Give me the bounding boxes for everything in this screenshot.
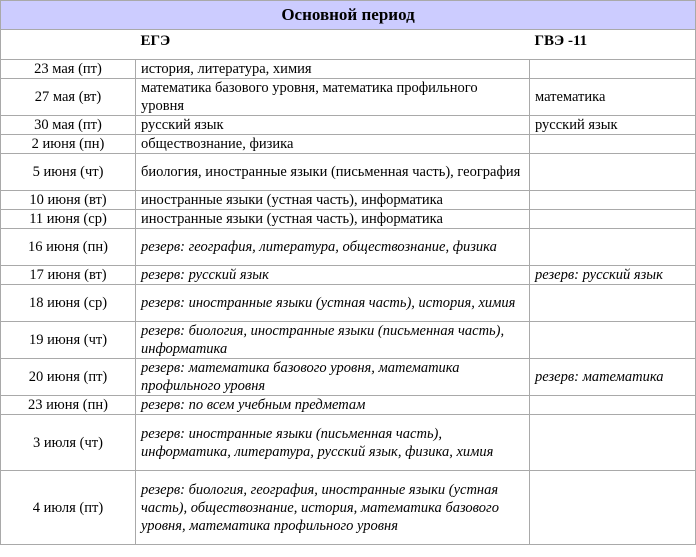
gve-cell [530,322,696,359]
table-row [1,415,696,471]
date-cell: 18 июня (ср) [1,285,136,322]
date-cell: 3 июля (чт) [1,415,136,471]
ege-cell: резерв: математика базового уровня, математика профильного уровня [136,359,530,396]
ege-cell: резерв: русский язык [136,266,530,285]
date-cell: 11 июня (ср) [1,210,136,229]
gve-cell [530,285,696,322]
table-row [1,135,696,154]
table-row [1,191,696,210]
date-cell: 23 мая (пт) [1,60,136,79]
gve-cell [530,396,696,415]
table-row [1,116,696,135]
gve-cell: математика [530,79,696,116]
date-cell: 19 июня (чт) [1,322,136,359]
table-row [1,471,696,545]
table-row [1,322,696,359]
table-row [1,60,696,79]
table-row [1,210,696,229]
table-row [1,396,696,415]
date-cell: 2 июня (пн) [1,135,136,154]
table-row [1,359,696,396]
date-cell: 20 июня (пт) [1,359,136,396]
date-cell: 27 мая (вт) [1,79,136,116]
date-cell: 17 июня (вт) [1,266,136,285]
gve-cell [530,135,696,154]
gve-cell [530,415,696,471]
table-row [1,266,696,285]
ege-cell: математика базового уровня, математика профильного уровня [136,79,530,116]
header-gve: ГВЭ -11 [530,30,696,60]
gve-cell [530,229,696,266]
title-row [1,1,696,30]
ege-cell: резерв: биология, иностранные языки (письменная часть), информатика [136,322,530,359]
date-cell: 10 июня (вт) [1,191,136,210]
date-cell: 23 июня (пн) [1,396,136,415]
period-title: Основной период [1,1,696,30]
gve-cell: резерв: русский язык [530,266,696,285]
date-cell: 16 июня (пн) [1,229,136,266]
ege-cell: резерв: иностранные языки (письменная часть), информатика, литература, русский язык, физика, химия [136,415,530,471]
table-row [1,154,696,191]
ege-cell: иностранные языки (устная часть), информатика [136,210,530,229]
gve-cell [530,191,696,210]
table-row [1,229,696,266]
date-cell: 4 июля (пт) [1,471,136,545]
ege-cell: обществознание, физика [136,135,530,154]
ege-cell: резерв: география, литература, обществознание, физика [136,229,530,266]
gve-cell: русский язык [530,116,696,135]
gve-cell [530,210,696,229]
ege-cell: русский язык [136,116,530,135]
gve-cell [530,471,696,545]
ege-cell: биология, иностранные языки (письменная часть), география [136,154,530,191]
header-row [1,30,696,60]
header-ege: ЕГЭ [140,33,171,49]
ege-cell: иностранные языки (устная часть), информатика [136,191,530,210]
header-date [1,30,136,60]
ege-cell: история, литература, химия [136,60,530,79]
date-cell: 5 июня (чт) [1,154,136,191]
ege-cell: резерв: биология, география, иностранные языки (устная часть), обществознание, история, математика базового уровня, математика профильного уровня [136,471,530,545]
date-cell: 30 мая (пт) [1,116,136,135]
table-row [1,285,696,322]
ege-cell: резерв: иностранные языки (устная часть), история, химия [136,285,530,322]
table-row [1,79,696,116]
gve-cell [530,60,696,79]
ege-cell: резерв: по всем учебным предметам [136,396,530,415]
gve-cell: резерв: математика [530,359,696,396]
gve-cell [530,154,696,191]
